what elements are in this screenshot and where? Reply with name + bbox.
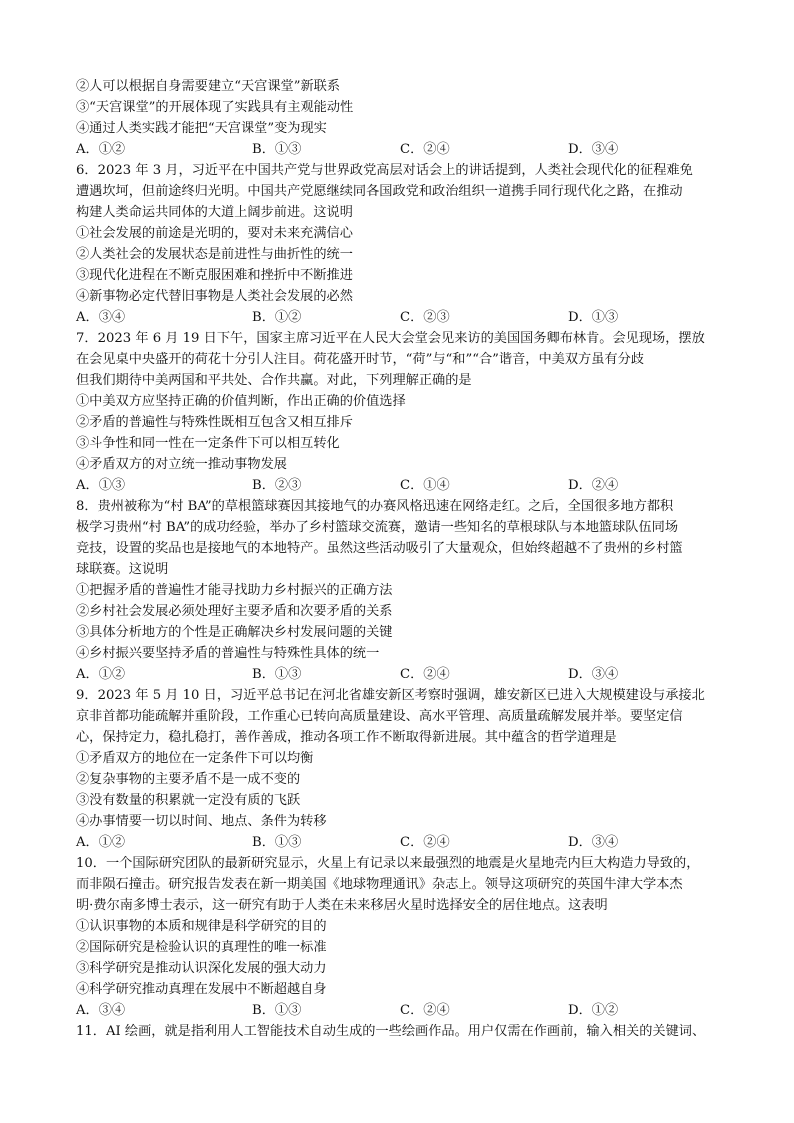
statement-2: ②乡村社会发展必须处理好主要矛盾和次要矛盾的关系: [76, 604, 393, 619]
statement-3: ③没有数量的积累就一定没有质的飞跃: [76, 793, 301, 808]
option-b: B．①③: [252, 142, 302, 157]
question-stem-line: 京非首都功能疏解并重阶段，工作重心已转向高质量建设、高水平管理、高质量疏解发展并举。要坚定信: [76, 709, 683, 724]
question-stem-line: 竞技，设置的奖品也是接地气的本地特产。虽然这些活动吸引了大量观众，但始终超越不了贵州的乡村篮: [76, 541, 683, 556]
option-a: A．①②: [76, 667, 126, 682]
option-d: D．①②: [568, 1003, 619, 1018]
question-stem-line: 10．一个国际研究团队的最新研究显示，火星上有记录以来最强烈的地震是火星地壳内巨大构造力导致的，: [76, 856, 700, 871]
answer-options: [76, 664, 726, 685]
question-stem-line: 8．贵州被称为“村 BA”的草根篮球赛因其接地气的办赛风格迅速在网络走红。之后，全国很多地方都积: [76, 499, 674, 514]
option-b: B．②③: [252, 478, 302, 493]
statement-1: ①中美双方应坚持正确的价值判断，作出正确的价值选择: [76, 394, 406, 409]
question-8: [76, 496, 726, 685]
answer-options: [76, 1000, 726, 1021]
answer-options: [76, 139, 726, 160]
question-11: [76, 1021, 726, 1042]
option-c: C．②④: [400, 142, 450, 157]
statement-4: ④通过人类实践才能把“天宫课堂”变为现实: [76, 121, 327, 136]
question-stem-line: 11．AI 绘画，就是指利用人工智能技术自动生成的一些绘画作品。用户仅需在作画前，输入相关的关键词、: [76, 1024, 706, 1039]
statement-4: ④科学研究推动真理在发展中不断超越自身: [76, 982, 327, 997]
statement-4: ④新事物必定代替旧事物是人类社会发展的必然: [76, 289, 353, 304]
option-d: D．②④: [568, 478, 619, 493]
option-c: C．②④: [400, 1003, 450, 1018]
option-b: B．①③: [252, 667, 302, 682]
question-stem-line: 7．2023 年 6 月 19 日下午，国家主席习近平在人民大会堂会见来访的美国国务卿布林肯。会见现场，摆放: [76, 331, 705, 346]
option-b: B．①③: [252, 1003, 302, 1018]
question-prev: [76, 76, 726, 160]
option-a: A．③④: [76, 1003, 126, 1018]
option-b: B．①②: [252, 310, 302, 325]
option-d: D．③④: [568, 142, 619, 157]
statement-2: ②人类社会的发展状态是前进性与曲折性的统一: [76, 247, 353, 262]
statement-2: ②矛盾的普遍性与特殊性既相互包含又相互排斥: [76, 415, 353, 430]
option-d: D．①③: [568, 310, 619, 325]
option-c: C．②③: [400, 310, 450, 325]
option-d: D．③④: [568, 667, 619, 682]
statement-1: ①矛盾双方的地位在一定条件下可以均衡: [76, 751, 314, 766]
question-stem-line: 构建人类命运共同体的大道上阔步前进。这说明: [76, 205, 353, 220]
statement-4: ④矛盾双方的对立统一推动事物发展: [76, 457, 287, 472]
question-stem-line: 在会见桌中央盛开的荷花十分引人注目。荷花盛开时节，“荷”与“和”“合”谐音，中美双方虽有分歧: [76, 352, 644, 367]
statement-4: ④乡村振兴要坚持矛盾的普遍性与特殊性具体的统一: [76, 646, 380, 661]
question-6: [76, 160, 726, 328]
statement-3: ③“天宫课堂”的开展体现了实践具有主观能动性: [76, 100, 354, 115]
question-10: [76, 853, 726, 1021]
option-a: A．③④: [76, 310, 126, 325]
statement-2: ②复杂事物的主要矛盾不是一成不变的: [76, 772, 301, 787]
option-c: C．②④: [400, 667, 450, 682]
question-stem-line: 明·费尔南多博士表示，这一研究有助于人类在未来移居火星时选择安全的居住地点。这表明: [76, 898, 608, 913]
statement-2: ②人可以根据自身需要建立“天宫课堂”新联系: [76, 79, 341, 94]
question-stem-line: 6．2023 年 3 月，习近平在中国共产党与世界政党高层对话会上的讲话提到，人类社会现代化的征程难免: [76, 163, 693, 178]
option-c: C．①④: [400, 478, 450, 493]
statement-1: ①把握矛盾的普遍性才能寻找助力乡村振兴的正确方法: [76, 583, 393, 598]
option-b: B．①③: [252, 835, 302, 850]
statement-3: ③具体分析地方的个性是正确解决乡村发展问题的关键: [76, 625, 393, 640]
statement-2: ②国际研究是检验认识的真理性的唯一标准: [76, 940, 327, 955]
statement-1: ①社会发展的前途是光明的，要对未来充满信心: [76, 226, 353, 241]
answer-options: [76, 307, 726, 328]
question-stem-line: 而非陨石撞击。研究报告发表在新一期美国《地球物理通讯》杂志上。领导这项研究的英国牛津大学本杰: [76, 877, 683, 892]
option-a: A．①②: [76, 835, 126, 850]
statement-4: ④办事情要一切以时间、地点、条件为转移: [76, 814, 327, 829]
question-7: [76, 328, 726, 496]
question-stem-line: 心，保持定力，稳扎稳打，善作善成，推动各项工作不断取得新进展。其中蕴含的哲学道理是: [76, 730, 617, 745]
exam-page: [76, 76, 726, 1042]
option-c: C．②④: [400, 835, 450, 850]
question-stem-line: 球联赛。这说明: [76, 562, 169, 577]
question-stem-line: 极学习贵州“村 BA”的成功经验，举办了乡村篮球交流赛，邀请一些知名的草根球队与本地篮球队伍同场: [76, 520, 679, 535]
answer-options: [76, 832, 726, 853]
question-9: [76, 685, 726, 853]
question-stem-line: 但我们期待中美两国和平共处、合作共赢。对此，下列理解正确的是: [76, 373, 472, 388]
statement-3: ③现代化进程在不断克服困难和挫折中不断推进: [76, 268, 353, 283]
option-a: A．①③: [76, 478, 126, 493]
option-d: D．③④: [568, 835, 619, 850]
statement-3: ③科学研究是推动认识深化发展的强大动力: [76, 961, 327, 976]
statement-1: ①认识事物的本质和规律是科学研究的目的: [76, 919, 327, 934]
answer-options: [76, 475, 726, 496]
option-a: A．①②: [76, 142, 126, 157]
question-stem-line: 9．2023 年 5 月 10 日，习近平总书记在河北省雄安新区考察时强调，雄安新区已进入大规模建设与承接北: [76, 688, 705, 703]
question-stem-line: 遭遇坎坷，但前途终归光明。中国共产党愿继续同各国政党和政治组织一道携手同行现代化之路，在推动: [76, 184, 683, 199]
statement-3: ③斗争性和同一性在一定条件下可以相互转化: [76, 436, 340, 451]
